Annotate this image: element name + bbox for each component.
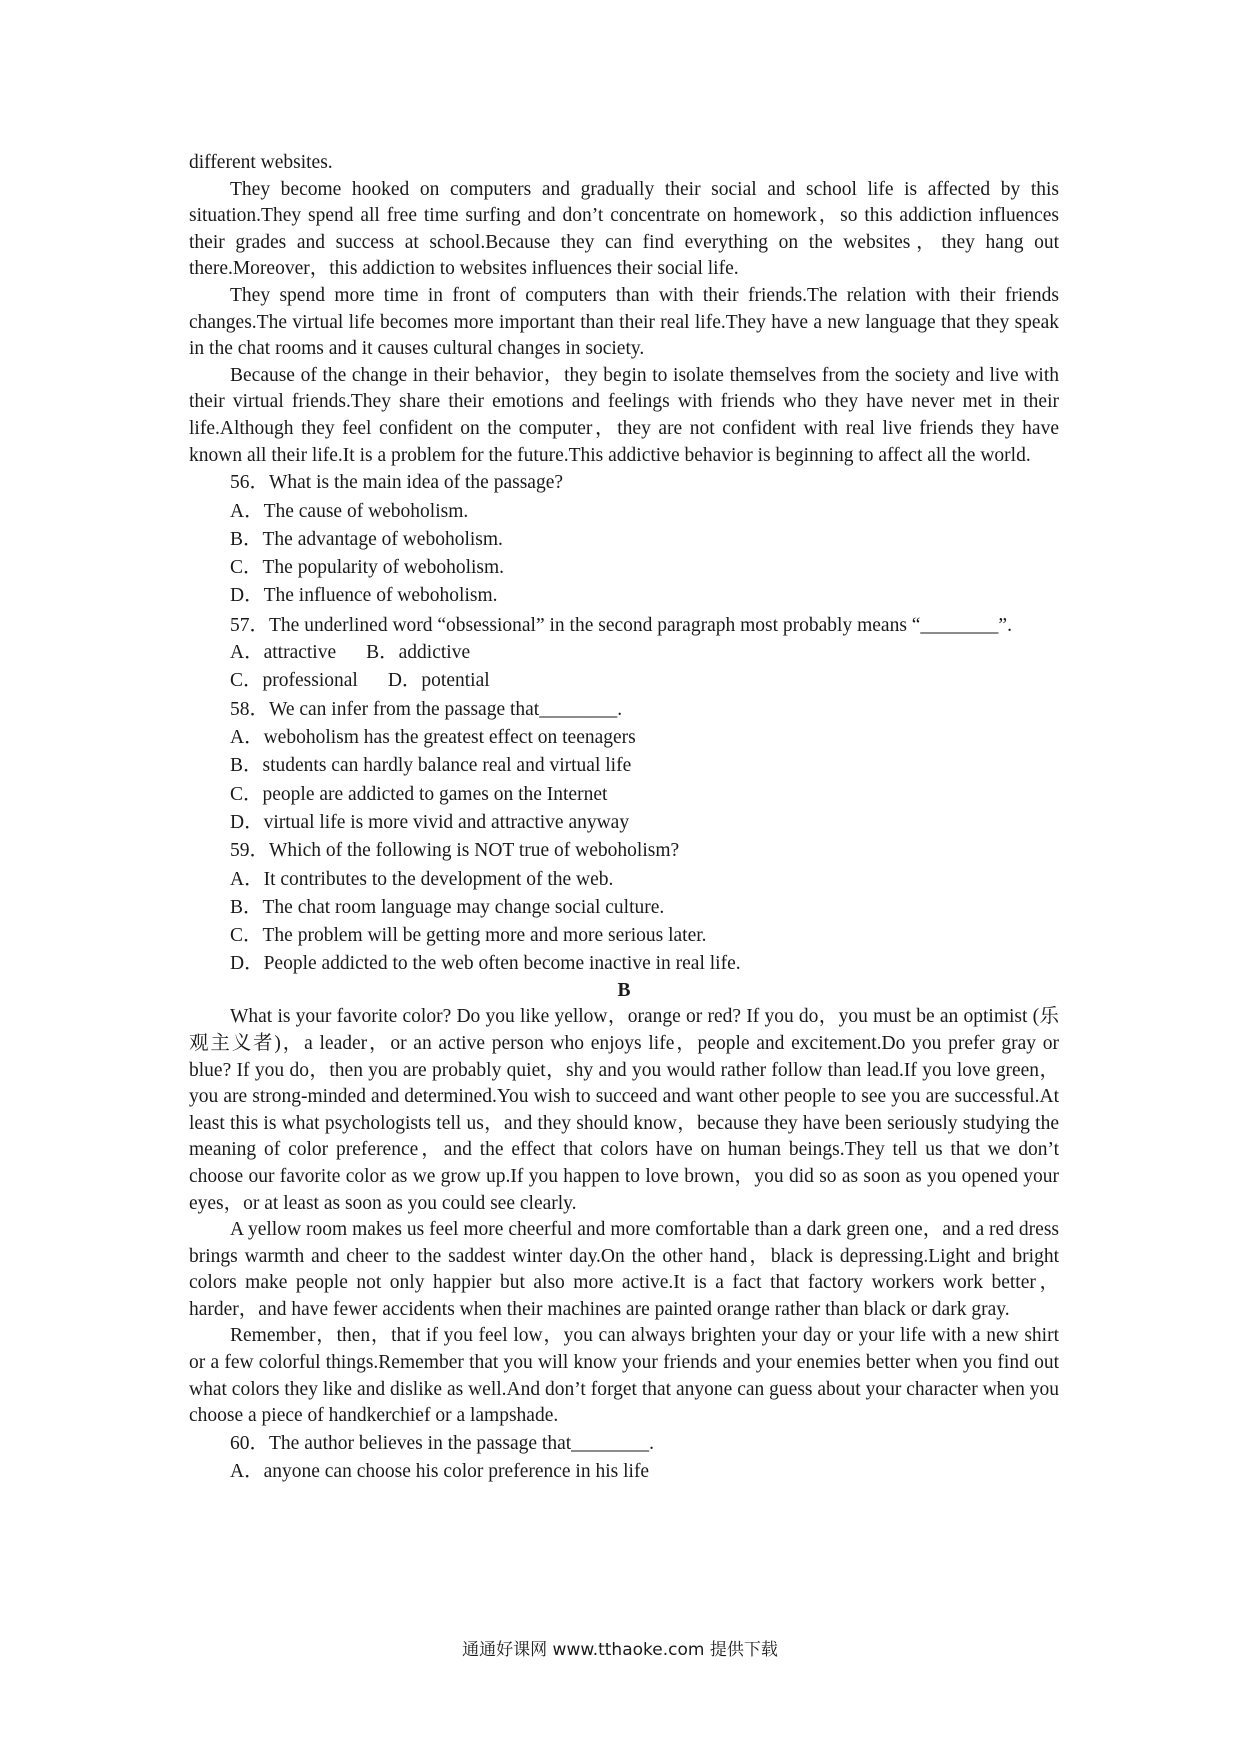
question-57-option: B．addictive: [366, 642, 471, 664]
question-60-stem: 60．The author believes in the passage that________.: [230, 1432, 655, 1454]
question-58-option: C．people are addicted to games on the Internet: [230, 783, 608, 805]
question-58-stem: 58．We can infer from the passage that________.: [230, 698, 623, 720]
question-57-stem: 57．The underlined word “obsessional” in the second paragraph most probably means “________”.: [230, 614, 1012, 636]
question-58-option: A．weboholism has the greatest effect on teenagers: [230, 727, 636, 749]
passage-a-paragraph: Because of the change in their behavior，they begin to isolate themselves from the society and live with their virtual friends.They share their emotions and feelings with friends who they have never met in their life.Although they feel confident on the computer，they are not confident with real live friends they have known all their life.It is a problem for the future.This addictive behavior is beginning to affect all the world.: [189, 364, 1059, 466]
question-58-option: B．students can hardly balance real and virtual life: [230, 755, 632, 777]
question-59-option: A．It contributes to the development of the web.: [230, 868, 614, 890]
question-59-option: D．People addicted to the web often become inactive in real life.: [230, 953, 741, 975]
question-56-option: D．The influence of weboholism.: [230, 585, 498, 607]
passage-b-paragraph: Remember，then，that if you feel low，you can always brighten your day or your life with a new shirt or a few colorful things.Remember that you will know your friends and your enemies better when you find out what colors they like and dislike as well.And don’t forget that anyone can guess about your character when you choose a piece of handkerchief or a lampshade.: [189, 1325, 1059, 1427]
question-57-options-row: [189, 639, 1059, 667]
question-56-stem: 56．What is the main idea of the passage?: [230, 472, 564, 494]
section-b-title: B: [617, 980, 631, 1002]
question-56-option: B．The advantage of weboholism.: [230, 528, 503, 550]
question-56-option: A．The cause of weboholism.: [230, 500, 469, 522]
question-60-option: A．anyone can choose his color preference in his life: [230, 1461, 650, 1483]
question-58-option: D．virtual life is more vivid and attractive anyway: [230, 811, 630, 833]
question-57-option: A．attractive: [230, 642, 337, 664]
passage-a-paragraph: They become hooked on computers and gradually their social and school life is affected by this situation.They spend all free time surfing and don’t concentrate on homework，so this addiction influences their grades and success at school.Because they can find everything on the websites，they hang out there.Moreover，this addiction to websites influences their social life.: [189, 178, 1059, 280]
question-57-option: D．potential: [387, 670, 490, 692]
passage-a-lead-fragment: different websites.: [189, 152, 333, 173]
question-59-option: C．The problem will be getting more and more serious later.: [230, 924, 707, 946]
question-57-options-row: [189, 667, 1059, 695]
passage-b-paragraph: What is your favorite color? Do you like yellow，orange or red? If you do，you must be an optimist (乐观主义者)，a leader，or an active person who enjoys life，people and excitement.Do you prefer gray or blue? If you do，then you are probably quiet，shy and you would rather follow than lead.If you love green，you are strong-minded and determined.You wish to succeed and want other people to see you are successful.At least this is what psychologists tell us，and they should know，because they have been seriously studying the meaning of color preference，and the effect that colors have on human beings.They tell us that we don’t choose our favorite color as we grow up.If you happen to love brown，you did so as soon as you opened your eyes，or at least as soon as you could see clearly.: [189, 1006, 1059, 1214]
question-56-option: C．The popularity of weboholism.: [230, 557, 505, 579]
question-59-stem: 59．Which of the following is NOT true of weboholism?: [230, 839, 680, 861]
passage-a-paragraph: They spend more time in front of computers than with their friends.The relation with their friends changes.The virtual life becomes more important than their real life.They have a new language that they speak in the chat rooms and it causes cultural changes in society.: [189, 284, 1059, 360]
question-57-option: C．professional: [230, 670, 358, 692]
passage-b-paragraph: A yellow room makes us feel more cheerful and more comfortable than a dark green one，and a red dress brings warmth and cheer to the saddest winter day.On the other hand，black is depressing.Light and bright colors make people not only happier but also more active.It is a fact that factory workers work better，harder，and have fewer accidents when their machines are painted orange rather than black or dark gray.: [189, 1219, 1059, 1320]
document-page: [189, 150, 1059, 1487]
question-59-option: B．The chat room language may change social culture.: [230, 896, 665, 918]
footer-credit: 通通好课网 www.tthaoke.com 提供下载: [462, 1640, 778, 1660]
